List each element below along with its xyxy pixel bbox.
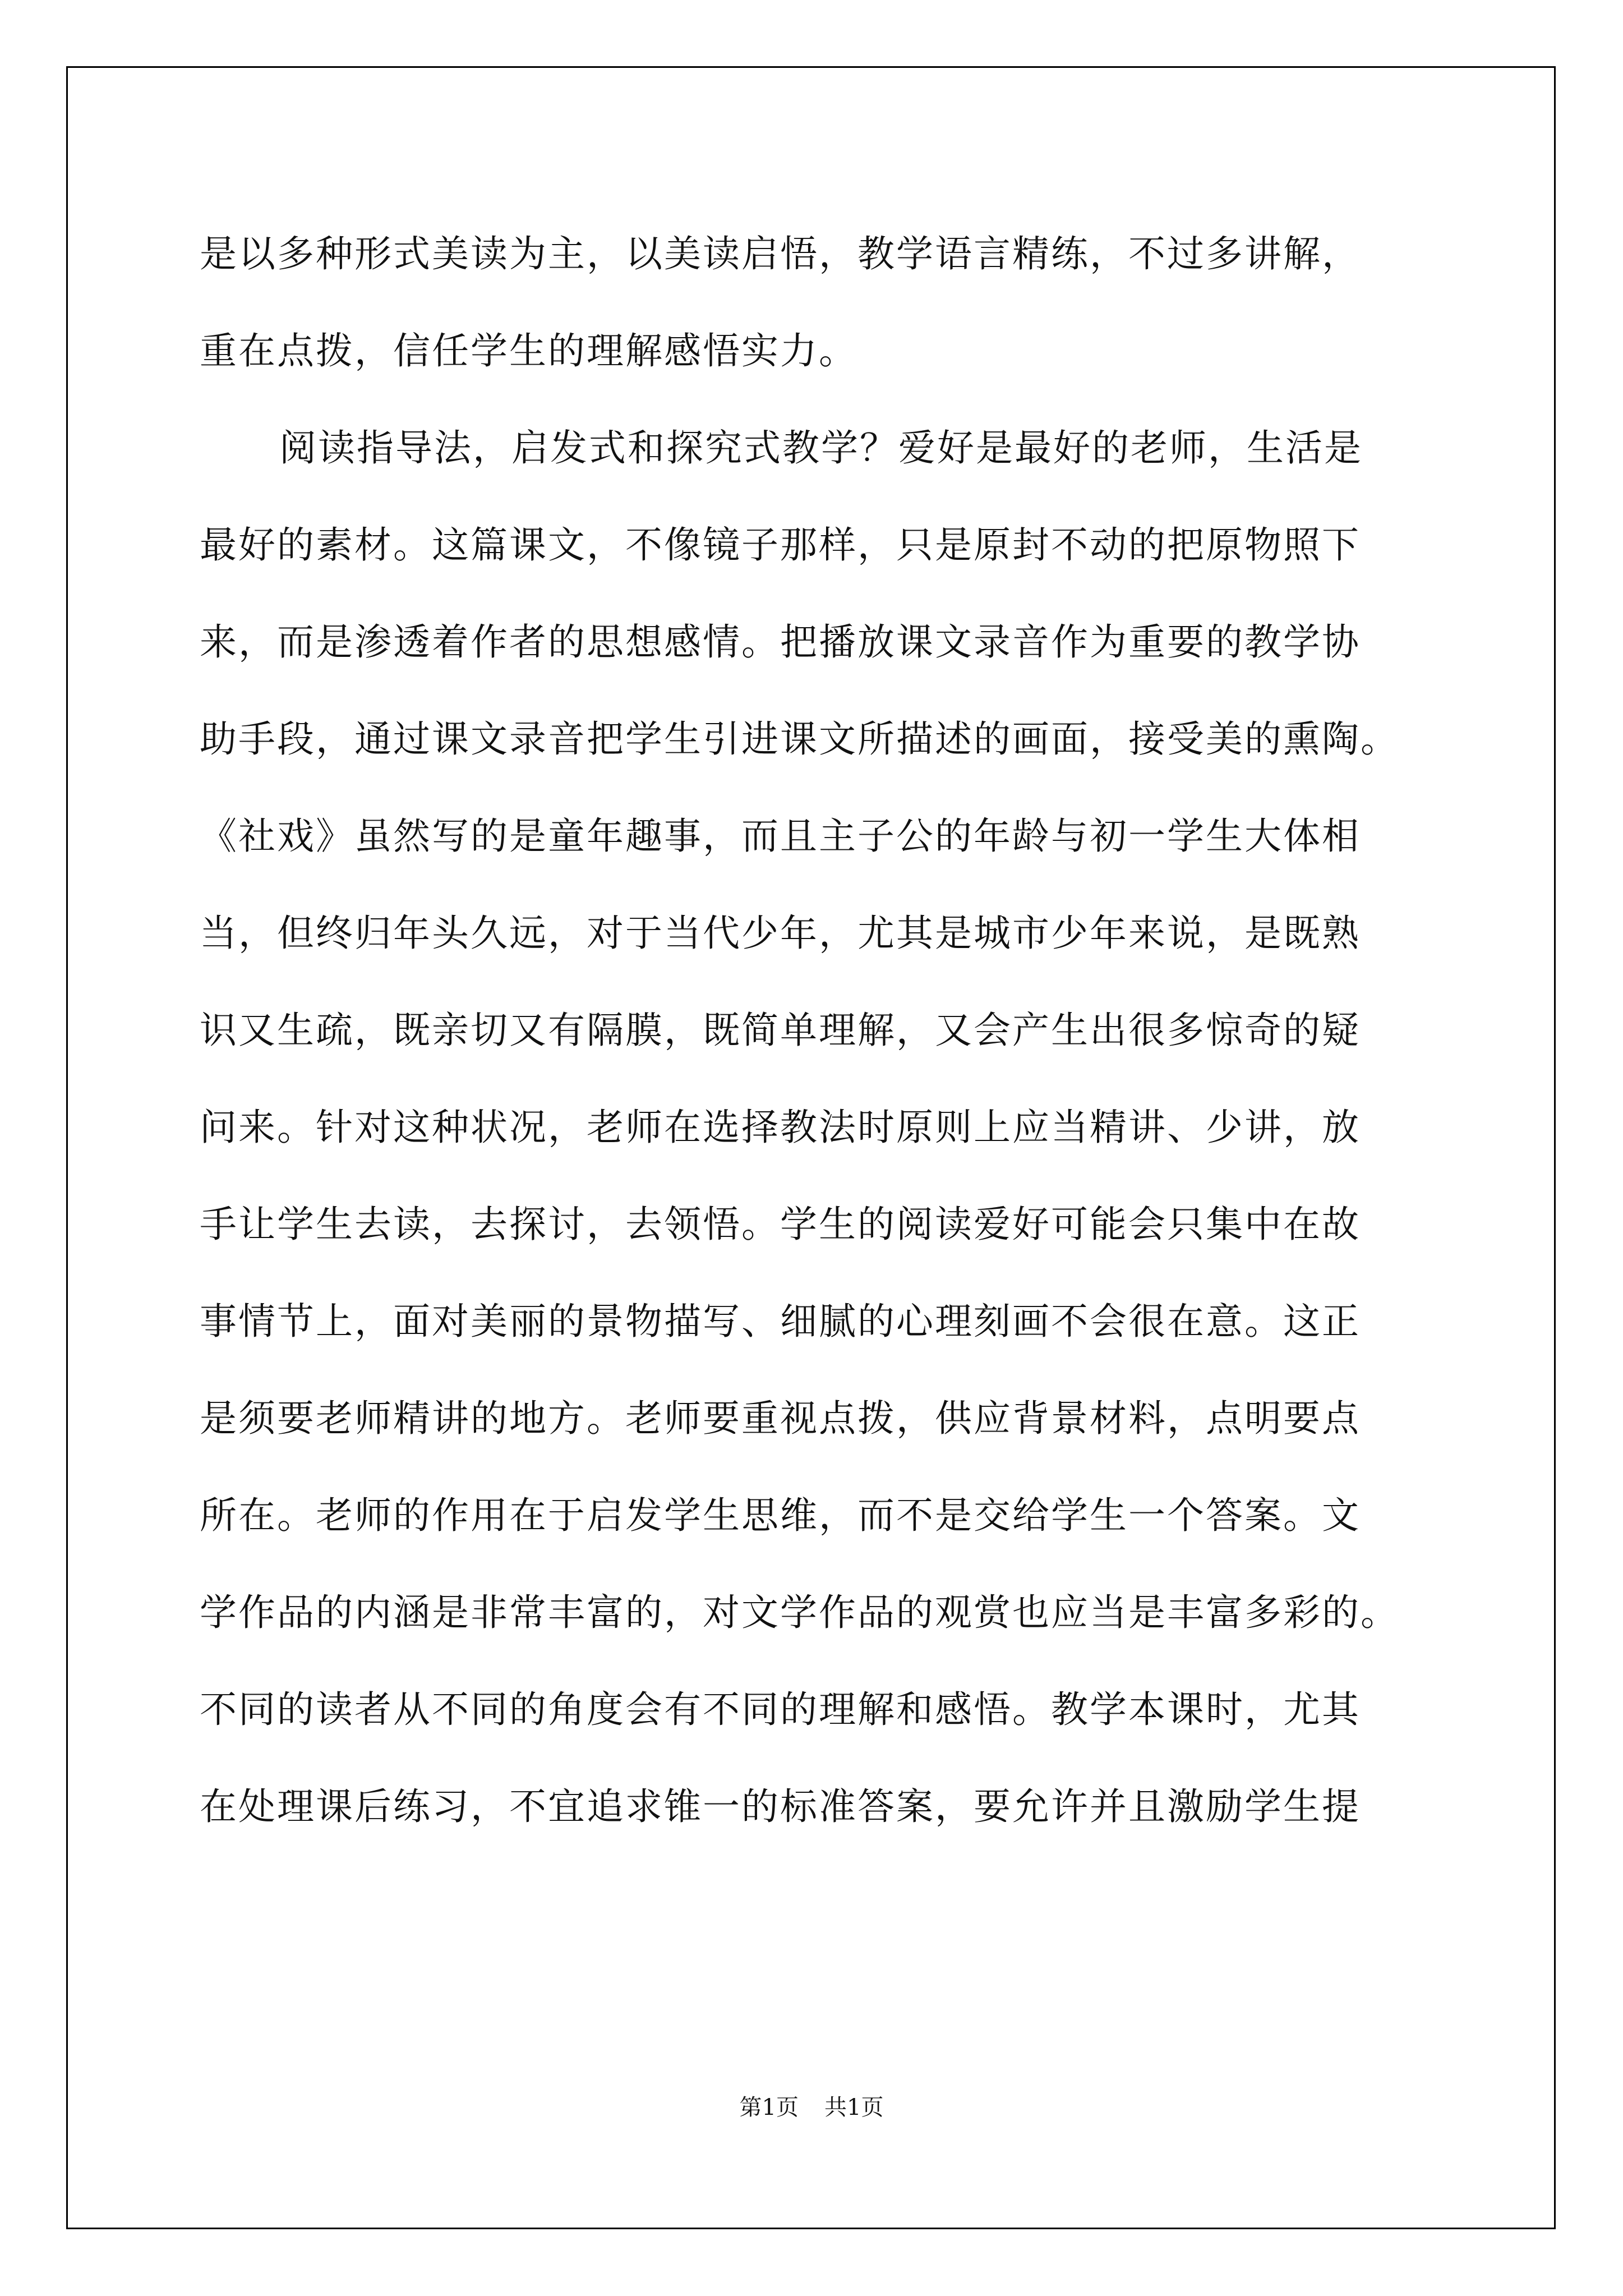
text-line: 在处理课后练习，不宜追求锥一的标准答案，要允许并且激励学生提 [200, 1785, 1361, 1828]
text-line: 手让学生去读，去探讨，去领悟。学生的阅读爱好可能会只集中在故 [200, 1203, 1361, 1246]
page-footer [0, 2090, 1623, 2122]
document-body [200, 205, 1461, 1855]
text-line: 识又生疏，既亲切又有隔膜，既简单理解，又会产生出很多惊奇的疑 [200, 1009, 1361, 1052]
page-number: 第1页 [739, 2095, 799, 2120]
text-line: 当，但终归年头久远，对于当代少年，尤其是城市少年来说，是既熟 [200, 912, 1361, 955]
text-line: 最好的素材。这篇课文，不像镜子那样，只是原封不动的把原物照下 [200, 523, 1361, 567]
text-line: 学作品的内涵是非常丰富的，对文学作品的观赏也应当是丰富多彩的。 [200, 1591, 1399, 1634]
text-line: 助手段，通过课文录音把学生引进课文所描述的画面，接受美的熏陶。 [200, 717, 1399, 761]
paragraph-start-line: 阅读指导法，启发式和探究式教学？爱好是最好的老师，生活是 [279, 426, 1363, 470]
text-line: 不同的读者从不同的角度会有不同的理解和感悟。教学本课时，尤其 [200, 1688, 1361, 1731]
text-line: 重在点拨，信任学生的理解感悟实力。 [200, 329, 857, 372]
text-line: 事情节上，面对美丽的景物描写、细腻的心理刻画不会很在意。这正 [200, 1300, 1361, 1343]
text-line: 问来。针对这种状况，老师在选择教法时原则上应当精讲、少讲，放 [200, 1106, 1361, 1149]
text-line: 来，而是渗透着作者的思想感情。把播放课文录音作为重要的教学协 [200, 620, 1361, 664]
text-line: 《社戏》虽然写的是童年趣事，而且主子公的年龄与初一学生大体相 [200, 815, 1361, 858]
text-line: 是须要老师精讲的地方。老师要重视点拨，供应背景材料，点明要点 [200, 1397, 1361, 1440]
page-total: 共1页 [824, 2095, 884, 2120]
text-line: 是以多种形式美读为主，以美读启悟，教学语言精练，不过多讲解， [200, 232, 1361, 275]
text-line: 所在。老师的作用在于启发学生思维，而不是交给学生一个答案。文 [200, 1494, 1361, 1537]
